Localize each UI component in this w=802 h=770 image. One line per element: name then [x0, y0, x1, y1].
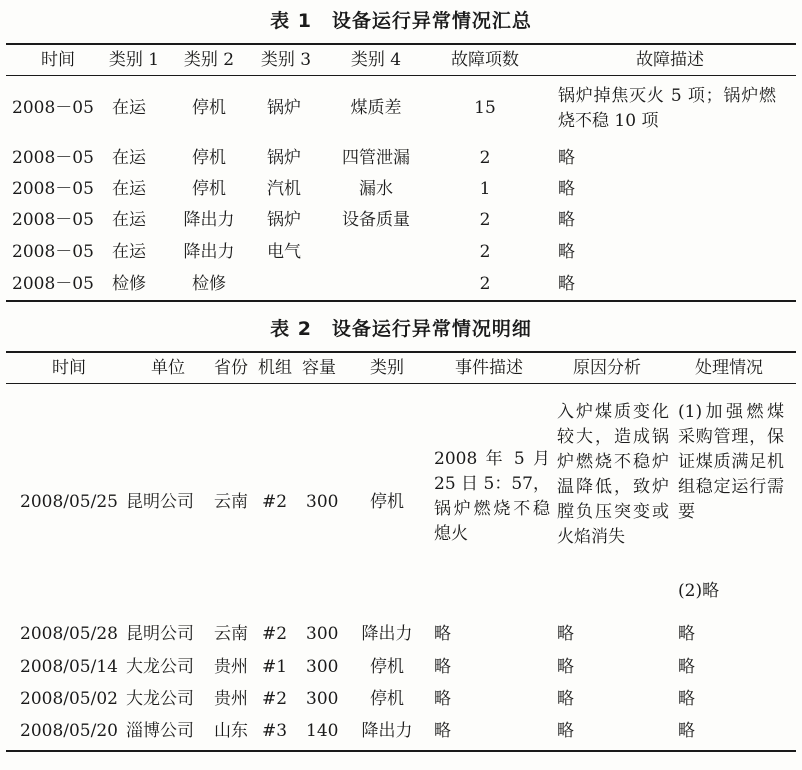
t1-cell-cat2: 降出力 — [183, 210, 235, 230]
t2-cell-capacity: 300 — [306, 624, 339, 644]
t1-h-cat1: 类别 1 — [108, 50, 160, 70]
t2-h-province: 省份 — [214, 358, 248, 378]
t2-h-category: 类别 — [370, 358, 404, 378]
t2-cell-category: 降出力 — [361, 721, 413, 741]
t2-h-cause: 原因分析 — [573, 358, 641, 378]
t2-cell-time: 2008/05/02 — [20, 689, 118, 709]
t2-cell-province: 贵州 — [214, 657, 248, 677]
t2-cell-unit-no: #1 — [262, 657, 288, 677]
t1-cell-cat3: 汽机 — [267, 179, 301, 199]
t1-cell-count: 2 — [479, 242, 491, 262]
t2-cell-handling-note: (2)略 — [678, 581, 720, 601]
t2-h-unit-no: 机组 — [258, 358, 292, 378]
t1-cell-cat3: 电气 — [267, 242, 301, 262]
t1-cell-cat2: 停机 — [192, 98, 226, 118]
t1-cell-desc: 略 — [558, 210, 575, 230]
t1-cell-count: 2 — [479, 148, 491, 168]
t2-cell-handling: 略 — [678, 689, 695, 709]
t2-h-capacity: 容量 — [302, 358, 336, 378]
t2-cell-province: 云南 — [214, 624, 248, 644]
t1-cell-cat4: 四管泄漏 — [342, 148, 410, 168]
t2-cell-unit: 大龙公司 — [126, 657, 194, 677]
t1-cell-cat4: 煤质差 — [350, 98, 402, 118]
t2-cell-category: 停机 — [370, 689, 404, 709]
table2-caption: 表 2 设备运行异常情况明细 — [270, 318, 532, 340]
t2-cell-event: 略 — [434, 624, 451, 644]
t2-cell-time: 2008/05/20 — [20, 721, 118, 741]
t2-cell-unit: 昆明公司 — [126, 624, 194, 644]
t2-cell-unit-no: #3 — [262, 721, 288, 741]
table2-top-rule — [6, 351, 796, 353]
t1-cell-desc: 略 — [558, 148, 575, 168]
table2-bottom-rule — [6, 750, 796, 752]
t2-h-handling: 处理情况 — [695, 358, 763, 378]
t2-h-time: 时间 — [52, 358, 86, 378]
t2-cell-province: 贵州 — [214, 689, 248, 709]
t1-h-desc: 故障描述 — [636, 50, 704, 70]
t2-cell-unit-no: #2 — [262, 689, 288, 709]
t1-cell-count: 2 — [479, 210, 491, 230]
t2-cell-handling: 略 — [678, 624, 695, 644]
t2-cell-unit: 大龙公司 — [126, 689, 194, 709]
t2-cell-unit: 昆明公司 — [126, 492, 194, 512]
t1-h-cat2: 类别 2 — [183, 50, 235, 70]
table1-caption: 表 1 设备运行异常情况汇总 — [270, 10, 532, 32]
t2-cell-handling: 略 — [678, 721, 695, 741]
t1-h-count: 故障项数 — [451, 50, 519, 70]
t1-cell-cat2: 检修 — [192, 274, 226, 294]
t1-cell-cat1: 在运 — [112, 148, 146, 168]
table1-top-rule — [6, 43, 796, 45]
t1-cell-cat3: 锅炉 — [267, 98, 301, 118]
t1-h-cat4: 类别 4 — [350, 50, 402, 70]
t2-h-unit: 单位 — [151, 358, 185, 378]
t2-cell-unit: 淄博公司 — [126, 721, 194, 741]
t2-cell-handling: (1)加强燃煤采购管理，保证煤质满足机组稳定运行需要 — [678, 402, 784, 522]
t2-cell-event: 2008 年 5 月 25 日 5：57，锅炉燃烧不稳熄火 — [434, 449, 550, 544]
t2-cell-cause: 略 — [557, 624, 574, 644]
t1-cell-time: 2008－05 — [12, 210, 94, 230]
t2-cell-handling: 略 — [678, 657, 695, 677]
t1-cell-time: 2008－05 — [12, 98, 94, 118]
table1-bottom-rule — [6, 300, 796, 302]
t2-cell-capacity: 300 — [306, 657, 339, 677]
t2-cell-unit-no: #2 — [262, 492, 288, 512]
t1-cell-cat1: 在运 — [112, 98, 146, 118]
t2-cell-cause: 入炉煤质变化较大，造成锅炉燃烧不稳炉温降低，致炉膛负压突变或火焰消失 — [557, 402, 669, 547]
t1-cell-desc: 略 — [558, 179, 575, 199]
t1-cell-time: 2008－05 — [12, 148, 94, 168]
t2-cell-province: 云南 — [214, 492, 248, 512]
t1-cell-count: 15 — [474, 98, 496, 118]
t2-cell-cause: 略 — [557, 689, 574, 709]
t1-cell-desc: 略 — [558, 242, 575, 262]
t1-cell-cat4: 漏水 — [359, 179, 393, 199]
t2-h-event: 事件描述 — [455, 358, 523, 378]
t1-h-time: 时间 — [41, 50, 75, 70]
t2-cell-time: 2008/05/28 — [20, 624, 118, 644]
t1-cell-time: 2008－05 — [12, 242, 94, 262]
t1-cell-cat1: 在运 — [112, 179, 146, 199]
t1-cell-time: 2008－05 — [12, 274, 94, 294]
t2-cell-cause: 略 — [557, 657, 574, 677]
t2-cell-capacity: 300 — [306, 492, 339, 512]
t1-cell-desc: 锅炉掉焦灭火 5 项；锅炉燃烧不稳 10 项 — [558, 86, 776, 131]
t2-cell-time: 2008/05/25 — [20, 492, 118, 512]
t1-cell-time: 2008－05 — [12, 179, 94, 199]
t1-cell-cat2: 停机 — [192, 179, 226, 199]
t1-cell-cat1: 检修 — [112, 274, 146, 294]
t1-cell-cat1: 在运 — [112, 242, 146, 262]
t1-cell-cat2: 降出力 — [183, 242, 235, 262]
t2-cell-event: 略 — [434, 721, 451, 741]
t2-cell-province: 山东 — [214, 721, 248, 741]
t1-cell-cat1: 在运 — [112, 210, 146, 230]
t1-cell-count: 2 — [479, 274, 491, 294]
t2-cell-capacity: 140 — [306, 721, 339, 741]
t2-cell-cause: 略 — [557, 721, 574, 741]
t1-h-cat3: 类别 3 — [260, 50, 312, 70]
t2-cell-event: 略 — [434, 657, 451, 677]
t1-cell-cat2: 停机 — [192, 148, 226, 168]
t2-cell-category: 停机 — [370, 657, 404, 677]
t2-cell-category: 降出力 — [361, 624, 413, 644]
t2-cell-unit-no: #2 — [262, 624, 288, 644]
t1-cell-desc: 略 — [558, 274, 575, 294]
table1-header-rule — [6, 75, 796, 76]
t2-cell-event: 略 — [434, 689, 451, 709]
table2-header-rule — [6, 383, 796, 384]
t1-cell-cat4: 设备质量 — [342, 210, 410, 230]
t2-cell-capacity: 300 — [306, 689, 339, 709]
t1-cell-cat3: 锅炉 — [267, 210, 301, 230]
t1-cell-count: 1 — [479, 179, 491, 199]
t1-cell-cat3: 锅炉 — [267, 148, 301, 168]
t2-cell-time: 2008/05/14 — [20, 657, 118, 677]
t2-cell-category: 停机 — [370, 492, 404, 512]
